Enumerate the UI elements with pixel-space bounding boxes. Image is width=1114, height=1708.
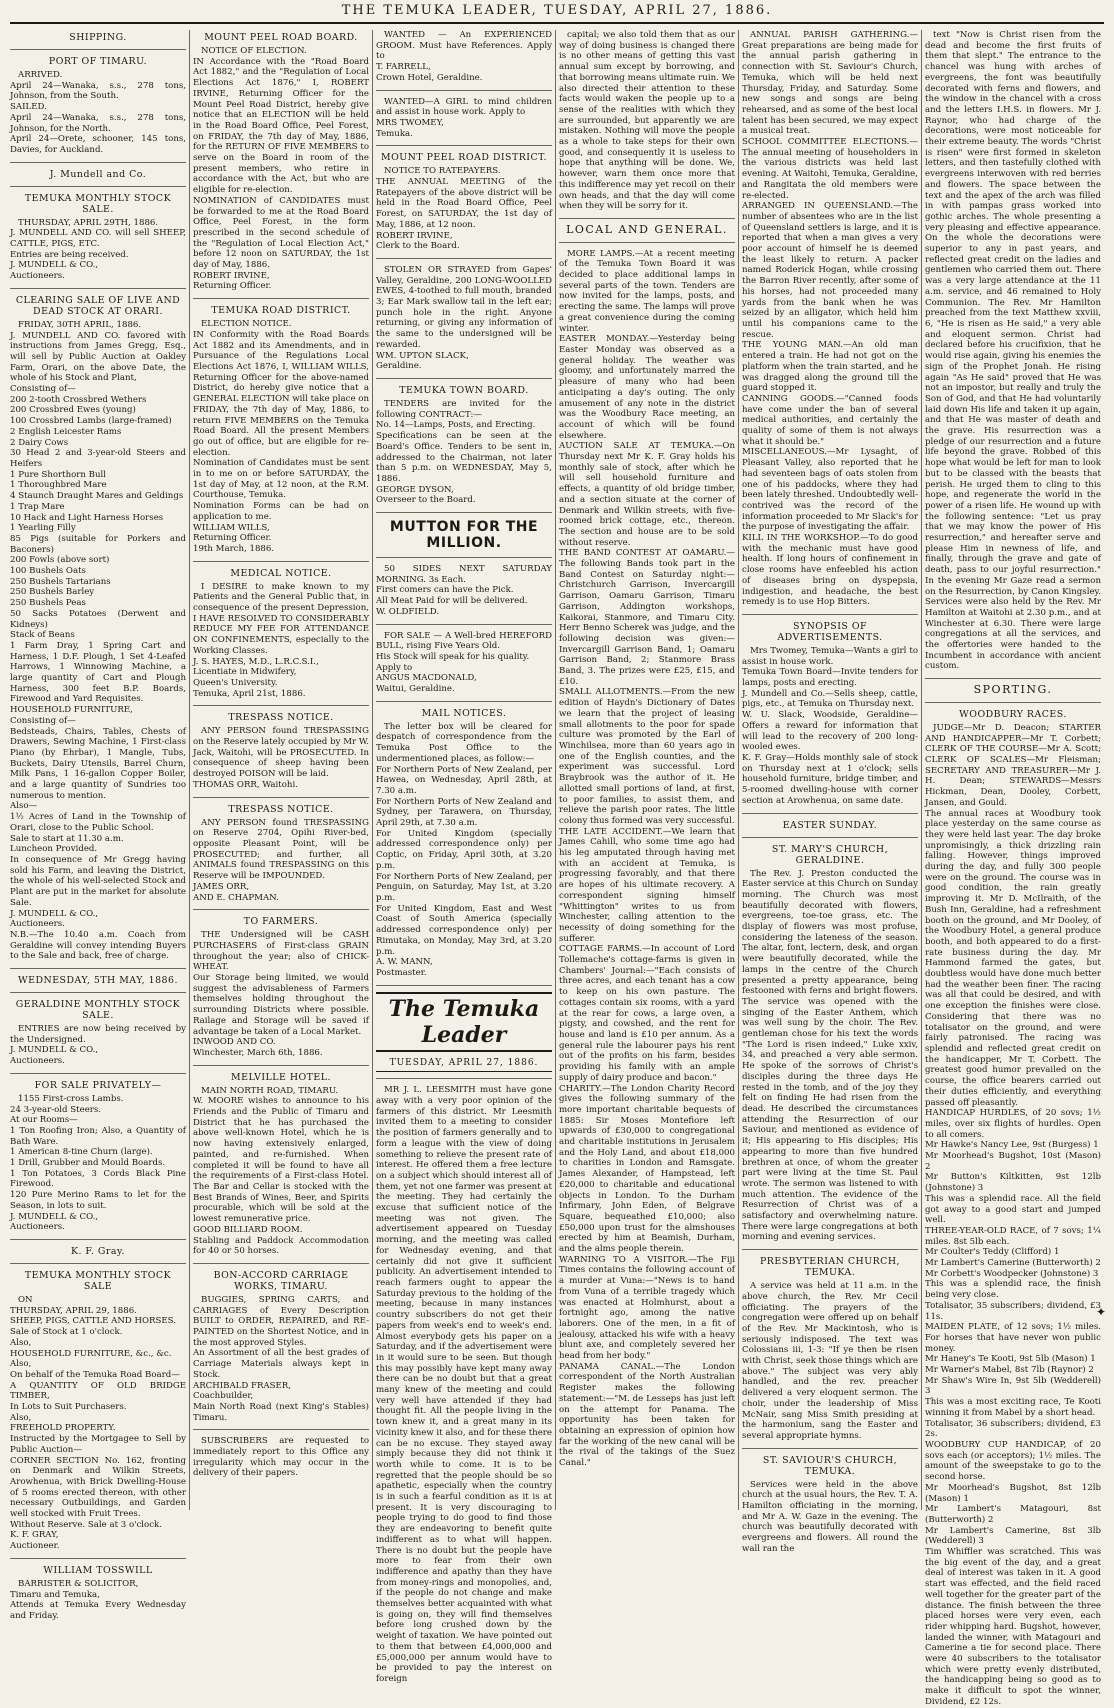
- article: [10, 1270, 186, 1552]
- article-heading: WILLIAM TOSSWILL: [43, 1564, 153, 1576]
- article-body: FRIDAY, 30TH APRIL, 1886. J. MUNDELL AND CO. favored with instructions from James Gregg, Esq., will sell by Public Auction at Oakley Farm, Orari, on the above Date, the whole of his Stock and Plant, Consisting of— 200 2-tooth Crossbred Wethers 200 Crossbred Ewes (young) 100 Crossbred Lambs (large-framed) 2 English Leicester Rams 2 Dairy Cows 30 Head 2 and 3-year-old Steers and Heifers 1 Pure Shorthorn Bull 1 Thoroughbred Mare 4 Staunch Draught Mares and Geldings 1 Trap Mare 10 Hack and Light Harness Horses 1 Yearling Filly 85 Pigs (suitable for Porkers and Baconers) 200 Fowls (above sort) 100 Bushels Oats 250 Bushels Tartarians 250 Bushels Barley 250 Bushels Peas 50 Sacks Potatoes (Derwent and Kidneys) Stack of Beans 1 Farm Dray, 1 Spring Cart and Harness, 1 D.F. Plough, 1 Set 4-Leafed Harrows, 1 Winnowing Machine, a large quantity of Cart and Plough Harness, 300 feet B.P. Boards, Firewood and Yard Requisites. HOUSEHOLD FURNITURE, Consisting of— Bedsteads, Chairs, Tables, Chests of Drawers, Sewing Machine, 1 First-class Piano (by Ehrbar), 1 Mangle, Tubs, Buckets, Dairy Utensils, Barrel Churn, Milk Pans, 1 16-gallon Copper Boiler, and a large quantity of Sundries too numerous to mention. Also— 1½ Acres of Land in the Township of Orari, close to the Public School. Sale to start at 11.30 a.m. Luncheon Provided. In consequence of Mr Gregg having sold his Farm, and leaving the District, the whole of his well-selected Stock and Plant are put in the market for absolute Sale. J. MUNDELL & CO., Auctioneers. N.B.—The 10.40 a.m. Coach from Geraldine will convey intending Buyers to the Sale and back, free of charge.: [10, 319, 186, 962]
- article-divider: [376, 512, 552, 513]
- article-divider: [10, 1239, 186, 1240]
- article-heading: K. F. Gray.: [70, 1245, 126, 1257]
- article-heading: FOR SALE PRIVATELY—: [34, 1079, 162, 1091]
- article-divider: [10, 49, 186, 50]
- article: [742, 844, 918, 1244]
- article-body: The letter box will be cleared for despatch of correspondence from the Temuka Post Office to the undermentioned places, as follow:— For Northern Ports of New Zealand, per Hawea, on Wednesday, April 28th, at 7.30 a.m. For Northern Ports of New Zealand and Sydney, per Tarawera, on Thursday, April 29th, at 7.30 a.m. For United Kingdom (specially addressed correspondence only) per Coptic, on Friday, April 30th, at 3.20 p.m. For Northern Ports of New Zealand, per Penguin, on Saturday, May 1st, at 3.20 p.m. For United Kingdom, East and West Coast of South America (specially addressed correspondence only) per Rimutaka, on Monday, May 3rd, at 3.20 p.m. A. W. MANN, Postmaster.: [376, 721, 552, 978]
- article: [742, 30, 918, 608]
- article-divider: [10, 288, 186, 289]
- article-divider: [10, 1558, 186, 1559]
- article-divider: [742, 1249, 918, 1250]
- article-body: text "Now is Christ risen from the dead and become the first fruits of them that slept." The entrance to the chancel was hung with arches of evergreens, the font was beautifully decorated with ferns and flowers, and the window in the chancel with a cross and the letters I.H.S. in flowers. Mr J. Raynor, who had charge of the decorations, were most noticeable for their extreme beauty. The words "Christ is risen" were first formed in skeleton letters, and then tastefully clothed with evergreens interwoven with red berries and flowers. The space between the text and the apex of the arch was filled in with pampas grass worked into gothic arches. The whole presenting a very pleasing and effective appearance. On the whole the decorations were superior to any in past years, and reflected great credit on the ladies and gentlemen who carried them out. There was a very large attendance at the 11 a.m. service, and 46 remained to Holy Communion. The Rev. Mr Hamilton preached from the text Matthew xxviii, 6, "He is risen as He said," a very able and eloquent sermon. Christ had declared before his crucifixion, that he would rise again, giving his enemies the sign of the Prophet Jonah. He rising again "As He said" proved that He was not an impostor, but really and truly the Son of God, and that He had voluntarily laid down His life and taken it up again, and that He was master of death and the grave. His resurrection was a pledge of our resurrection and a future life beyond the grave. Robbed of this hope what would be left for man to look but to be classed with the beasts that perish. He urged them to cling to this hope, and regenerate the world in the power of a risen life. He wound up with the following sentence: "Let us pray that we may know the power of His resurrection," and hereafter serve and please Him in newness of life, and finally, through the grave and gate of death, pass to our joyful resurrection." In the evening Mr Gaze read a sermon on the Resurrection, by Canon Kingsley. Services were also held by the Rev. Mr Hamilton at Waitohi at 2.30 p.m., and at Winchester at 6.30. There were large congregations at all the services, and the offertories were handed to the Incumbent in accordance with ancient custom.: [925, 30, 1101, 672]
- article-body: ANY PERSON found TRESPASSING on Reserve 2704, Opihi River-bed, opposite Pleasant Point, will be PROSECUTED; and further, all ANIMALS found TRESPASSING on this Reserve will be IMPOUNDED. JAMES ORR, AND E. CHAPMAN.: [193, 817, 369, 903]
- column-3: [376, 30, 552, 1684]
- article: [193, 32, 369, 292]
- article: [925, 30, 1101, 672]
- article-divider: [193, 1429, 369, 1430]
- article: [742, 621, 918, 807]
- article: [376, 519, 552, 551]
- article-body: SUBSCRIBERS are requested to immediately report to this Office any irregularity which may occur in the delivery of their papers.: [193, 1436, 369, 1479]
- article-divider: [193, 561, 369, 562]
- article: [10, 193, 186, 282]
- article: [10, 56, 186, 156]
- article-heading: TEMUKA ROAD DISTRICT.: [211, 305, 351, 317]
- article: [559, 222, 735, 236]
- article: [376, 97, 552, 140]
- article-heading: ST. SAVIOUR'S CHURCH, TEMUKA.: [762, 1454, 898, 1477]
- article-divider: [742, 1448, 918, 1449]
- article-heading: BON-ACCORD CARRIAGE WORKS, TIMARU.: [213, 1269, 349, 1292]
- editorial-dateline: TUESDAY, APRIL 27, 1886.: [376, 1058, 552, 1073]
- article-heading: SYNOPSIS OF ADVERTISEMENTS.: [777, 620, 883, 643]
- article: [193, 804, 369, 904]
- article: [376, 265, 552, 372]
- article-heading: MOUNT PEEL ROAD DISTRICT.: [380, 152, 548, 164]
- column-5: [742, 30, 918, 1554]
- article-divider: [742, 614, 918, 615]
- article-body: NOTICE OF ELECTION. IN Accordance with the "Road Board Act 1882," and the "Regulation of Local Elections Act 1876," I, ROBERT IRVINE, Returning Officer for the Mount Peel Road District, hereby give notice that an ELECTION will be held in the Road Board Office, Peel Forest, on FRIDAY, the 7th day of May, 1886, for the RETURN OF FIVE MEMBERS to serve on the Board in room of the present members, who retire in accordance with the Act, but who are eligible for re-election. NOMINATION of CANDIDATES must be forwarded to me at the Road Board Office, Peel Forest, in the form prescribed in the second schedule of the "Regulation of Local Election Act," before 12 noon on SATURDAY, the 1st day of May, 1886. ROBERT IRVINE, Returning Officer.: [193, 46, 369, 292]
- article-body: MR J. L. LEESMITH must have gone away with a very poor opinion of the farmers of this district. Mr Leesmith invited them to a meeting to consider the position of farmers generally and to form a league with the view of doing something to relieve the present rate of interest. He offered them a free lecture on a subject which should interest all of them, yet not one farmer was present at the meeting. They had certainly the excuse that sufficient notice of the meeting was not given. The advertisement appeared on Tuesday morning, and the meeting was called for Wednesday evening, and that certainly did not give it sufficient publicity. An advertisement intended to reach farmers ought to appear the Saturday previous to the holding of the meeting, because in many instances country subscribers do not get their papers from week's end to week's end. Almost everybody gets his paper on a Saturday, and if the advertisement were in it would sure to be seen. But though this may possibly have kept many away there can be no doubt but that a great many knew of the meeting and could very well have attended if they had thought fit. All the people living in the town knew it, and a great many in its vicinity knew it also, and for these there can be no excuse. They stayed away simply because they did not think it worth while to come. It is to be regretted that the people should be so apathetic, especially when the country is in such a fearful condition as it is at present. It is very discouraging to people trying to do good to find those they are endeavoring to benefit quite indifferent as to what will happen. There is no doubt but the people have more to fear from their own indifference and apathy than they have from money-rings and monopolies, and, if the people do not change and make themselves better acquainted with what is going on, they will find themselves before long crushed down by the weight of taxation. We have pointed out to them that between £4,000,000 and £5,000,000 per annum would have to be provided to pay the interest on foreign: [376, 1085, 552, 1684]
- masthead-rule: [10, 22, 1104, 24]
- article-divider: [376, 985, 552, 986]
- article-heading: CLEARING SALE OF LIVE AND DEAD STOCK AT ORARI.: [15, 294, 181, 317]
- article-body: BARRISTER & SOLICITOR, Timaru and Temuka, Attends at Temuka Every Wednesday and Friday.: [10, 1578, 186, 1621]
- article-divider: [742, 813, 918, 814]
- article-body: MORE LAMPS.—At a recent meeting of the Temuka Town Board it was decided to place additional lamps in several parts of the town. Tenders are now invited for the lamps, posts, and erecting the same. The lamps will prove a great convenience during the coming winter. EASTER MONDAY.—Yesterday being Easter Monday was observed as a general holiday. The weather was gloomy, and unfortunately marred the pleasure of many who had been anticipating a day's outing. The only amusement of any note in the district was the Woodbury Race meeting, an account of which will be found elsewhere. AUCTION SALE AT TEMUKA.—On Thursday next Mr K. F. Gray holds his monthly sale of stock, after which he will sell household furniture and effects, a quantity of old bridge timber, and a section situate at the corner of Denmark and Wilkin streets, with five-roomed brick cottage, etc., thereon. The section and house are to be sold without reserve. THE BAND CONTEST AT OAMARU.—The following Bands took part in the Band Contest on Saturday night:—Christchurch Garrison, Invercargill Garrison, Oamaru Garrison, Timaru Garrison, Addington workshops, Kaikorai, Stanmore, and Timaru City. Herr Benno Scherek was judge, and the following decision was given:—Invercargill Garrison Band, 1; Oamaru Garrison Band, 2; Stanmore Brass Band, 3. The prizes were £25, £15, and £10. SMALL ALLOTMENTS.—From the new edition of Haydn's Dictionary of Dates we learn that the project of leasing small allotments to the poor for spade culture was promoted by the Earl of Winchilsea, more than 60 years ago in one of the English counties, and the experiment was successful. Lord Braybrook was the author of it. He allotted small portions of land, at first, to poor families, to assist them, and relieve the parish poor rates. The little colony thus formed was very successful. THE LATE ACCIDENT.—We learn that James Cahill, who some time ago had his leg amputated through having met with an accident at Temuka, is progressing favorably, and that there are hopes of his ultimate recovery. A correspondent signing himself "Whittington" writes to us from Winchester, calling attention to the necessity of doing something for the sufferer. COTTAGE FARMS.—In account of Lord Tollemache's cottage-farms is given in Chambers' Journal:—"Each consists of three acres, and each tenant has a cow to keep on his own pasture. The cottages contain six rooms, with a yard at the rear for cows, a large oven, a pigsty, and cowshed, and the rent for house and land is £10 per annum. As a general rule the labourer pays his rent out of the profits on his farm, besides providing his family with an ample supply of dairy produce and bacon." CHARITY.—The London Charity Record gives the following summary of the more important charitable bequests of 1885: Sir Moses Montefiore left upwards of £30,000 to congregational and charitable institutions in Jerusalem and the Holy Land, and about £18,000 to charities in London and Ramsgate. James Alexander, of Hampstead, left £20,000 to charitable and educational objects in London. To the Durham Infirmary, John Eden, of Belgrave Square, bequeathed £10,000; also £50,000 upon trust for the almshouses erected by him at Beamish, Durham, and the alms people therein. WARNING TO A VISITOR.—The Fiji Times contains the following account of a murder at Vuna:—"News is to hand from Vuna of a terrible tragedy which was enacted at Holmhurst, about a fortnight ago, among the native laborers. One of the men, in a fit of jealousy, attacked his wife with a heavy blunt axe, and completely severed her head from her body." PANAMA CANAL.—The London correspondent of the North Australian Register makes the following statement:—"M. de Lesseps has just left on the attempt for Panama. The opportunity has been taken for obtaining an expression of opinion how far the working of the new canal will be the rival of the takings of the Suez Canal.": [559, 248, 735, 1469]
- article-divider: [376, 258, 552, 259]
- article-divider: [376, 624, 552, 625]
- article: [193, 1270, 369, 1423]
- column-4: [559, 30, 735, 1510]
- article-body: TENDERS are invited for the following CONTRACT:— No. 14—Lamps, Posts, and Erecting. Specifications can be seen at the Board's Office. Tenders to be sent in, addressed to the Chairman, not later than 5 p.m. on WEDNESDAY, May 5, 1886. GEORGE DYSON, Overseer to the Board.: [376, 398, 552, 506]
- article: [193, 568, 369, 700]
- article-heading: TEMUKA TOWN BOARD.: [399, 384, 529, 396]
- article-divider: [925, 678, 1101, 679]
- article-body: WANTED — An EXPERIENCED GROOM. Must have References. Apply to T. FARRELL, Crown Hotel, Geraldine.: [376, 30, 552, 83]
- article-body: 50 SIDES NEXT SATURDAY MORNING. 3s Each. First comers can have the Pick. All Meat Paid for will be delivered. W. OLDFIELD.: [376, 564, 552, 617]
- article-divider: [10, 1263, 186, 1264]
- article-divider: [193, 298, 369, 299]
- article-body: STOLEN OR STRAYED from Gapes' Valley, Geraldine, 200 LONG-WOOLLED EWES, 4-toothed to full mouth, branded 3; Ear Mark swallow tail in the left ear; punch hole in the right. Anyone returning, or giving any information of the same to the undersigned will be rewarded. WM. UPTON SLACK, Geraldine.: [376, 264, 552, 372]
- article-divider: [10, 162, 186, 163]
- article-body: THE Undersigned will be CASH PURCHASERS of First-class GRAIN throughout the year; also of CHICK-WHEAT. Our Storage being limited, we would suggest the advisableness of Farmers themselves holding throughout the surrounding Districts where possible. Railage and Storage will be saved if advantage be taken of a Local Market. INWOOD AND CO. Winchester, March 6th, 1886.: [193, 930, 369, 1058]
- article-body: FOR SALE — A Well-bred HEREFORD BULL, rising Five Years Old. His Stock will speak for his quality. Apply to ANGUS MACDONALD, Waitui, Geraldine.: [376, 630, 552, 695]
- article-heading: ST. MARY'S CHURCH, GERALDINE.: [771, 843, 889, 866]
- article-divider: [193, 705, 369, 706]
- article: [376, 992, 552, 1052]
- article: [10, 295, 186, 962]
- article: [559, 249, 735, 1469]
- article: [376, 385, 552, 506]
- newspaper-nameplate: The Temuka Leader: [376, 992, 552, 1052]
- article-body: 1155 First-cross Lambs. 24 3-year-old Steers. At our Rooms— 1 Ton Roofing Iron; Also, a Quantity of Bath Ware. 1 American 8-tine Churn (large). 1 Drill, Grubber and Mould Boards. 1 Ton Potatoes, 3 Cords Black Pine Firewood. 120 Pure Merino Rams to let for the Season, in lots to suit. J. MUNDELL & CO., Auctioneers.: [10, 1093, 186, 1233]
- column-rule: [555, 30, 556, 1510]
- article: [193, 1436, 369, 1479]
- article-heading: MELVILLE HOTEL.: [231, 1071, 331, 1083]
- article: [742, 820, 918, 831]
- article-heading: GERALDINE MONTHLY STOCK SALE.: [15, 999, 181, 1022]
- article-body: NOTICE TO RATEPAYERS. THE ANNUAL MEETING of the Ratepayers of the above district will be held in the Road Board Office, Peel Forest, on SATURDAY, the 1st day of May, 1886, at 12 noon. ROBERT IRVINE, Clerk to the Board.: [376, 166, 552, 252]
- article: [193, 712, 369, 790]
- article: [376, 152, 552, 252]
- article-heading: EASTER SUNDAY.: [782, 819, 878, 831]
- article-divider: [376, 90, 552, 91]
- article-body: ANY PERSON found TRESPASSING on the Reserve lately occupied by Mr W. Jack, Waitohi, will be PROSECUTED. In consequence of sheep having been destroyed POISON will be laid. THOMAS ORR, Waitohi.: [193, 726, 369, 790]
- article-body: ARRIVED. April 24—Wanaka, s.s., 278 tons, Johnson, from the South. SAILED. April 24—Wanaka, s.s., 278 tons, Johnson, for the North. April 24—Orete, schooner, 145 tons, Davies, for Auckland.: [10, 70, 186, 155]
- article-body: A service was held at 11 a.m. in the above church, the Rev. Mr Cecil officiating. The prayers of the congregation were offered up on behalf of the Rev. Mr Mackintosh, who is seriously indisposed. The text was Colossians iii, 1-3: "If ye then be risen with Christ, seek those things which are above." The subject was very ably handled, and the rev. preacher delivered a very eloquent sermon. The choir, under the leadership of Miss McNair, sang Miss Smith presiding at the harmonium, sang the Easter and several appropriate hymns.: [742, 1281, 918, 1441]
- article-divider: [376, 701, 552, 702]
- article-body: Mrs Twomey, Temuka—Wants a girl to assist in house work. Temuka Town Board—Invite tenders for lamps, posts and erecting. J. Mundell and Co.—Sells sheep, cattle, pigs, etc., at Temuka on Thursday next. W. U. Slack, Woodside, Geraldine—Offers a reward for information that will lead to the recovery of 200 long-wooled ewes. K. F. Gray—Holds monthly sale of stock on Thursday next at 1 o'clock; sells household furniture, bridge timber, and 5-roomed dwelling-house with corner section at Arowhenua, on same date.: [742, 645, 918, 806]
- article-body: ANNUAL PARISH GATHERING.—Great preparations are being made for the annual parish gathering in connection with St. Saviour's Church, Temuka, which will be held next Thursday, Friday, and Saturday. Some new songs and songs are being rehearsed, and as some of the best local talent has been secured, we may expect a musical treat. SCHOOL COMMITTEE ELECTIONS.—The annual meeting of householders in the various districts was held last evening. At Waitohi, Temuka, Geraldine, and Rangitata the old members were re-elected. ARRANGED IN QUEENSLAND.—The number of absentees who are in the list of Queensland settlers is large, and it is reported that when a man gives a very poor account of himself he is deemed the least likely to return. A packer named Roderick Hogan, while crossing the Barron River recently, after some of his horses, had not proceeded many yards from the bank when he was seized by an alligator, which held him until his companions came to the rescue. THE YOUNG MAN.—An old man entered a train. He had not got on the platform when the train started, and he was dragged along the ground till the guard stopped it. CANNING GOODS.—"Canned foods have come under the ban of several medical authorities, and certainly the quality of some of them is not always what it should be." MISCELLANEOUS.—Mr Lysaght, of Pleasant Valley, also reported that he had seventeen bags of oats stolen from one of his paddocks, where they had been lately threshed. Undoubtedly well-contrived was the record of the information proceeded to Mr Slack's for the purpose of investigating the affair. KILL IN THE WORKSHOP.—To do good with the mechanic must have good health. If long hours of confinement in close rooms have enfeebled his action of diseases bring on dyspepsia, indigestion, and headache, the best remedy is to use Hop Bitters.: [742, 30, 918, 608]
- article-divider: [10, 186, 186, 187]
- article-divider: [193, 1263, 369, 1264]
- article-divider: [10, 992, 186, 993]
- article-divider: [193, 909, 369, 910]
- article-heading: PORT OF TIMARU.: [48, 56, 148, 67]
- article: [376, 30, 552, 84]
- article-heading: TO FARMERS.: [243, 916, 319, 928]
- article-heading: TRESPASS NOTICE.: [228, 712, 334, 724]
- article: [376, 631, 552, 695]
- article-heading: MAIL NOTICES.: [421, 707, 507, 719]
- article-heading: SHIPPING.: [69, 32, 127, 43]
- article-body: THURSDAY, APRIL 29TH, 1886. J. MUNDELL AND CO. will sell SHEEP, CATTLE, PIGS, ETC. Entries are being received. J. MUNDELL & CO., Auctioneers.: [10, 217, 186, 282]
- article-body: I DESIRE to make known to my Patients and the General Public that, in consequence of the present Depression, I HAVE RESOLVED TO CONSIDERABLY REDUCE MY FEE FOR ATTENDANCE ON CONFINEMENTS, especially to the Working Classes. J. S. HAYES, M.D., L.R.C.S.I., Licentiate in Midwifery, Queen's University. Temuka, April 21st, 1886.: [193, 581, 369, 699]
- article: [10, 999, 186, 1067]
- column-2: [193, 30, 369, 1510]
- article-body: ENTRIES are now being received by the Undersigned. J. MUNDELL & CO., Auctioneers.: [10, 1024, 186, 1067]
- article: [193, 916, 369, 1058]
- column-6: [925, 30, 1101, 1707]
- article: [376, 564, 552, 618]
- column-rule: [921, 30, 922, 1510]
- article: [925, 685, 1101, 696]
- article: [10, 1080, 186, 1233]
- article-body: capital; we also told them that as our way of doing business is changed there is no other means of getting this vast annual sum except by borrowing, and that borrowing means ultimate ruin. We also directed their attention to these facts would waken the people up to a sense of the realities with which they are surrounded, but apparently we are mistaken. Nothing will move the people as a whole to take steps for their own good, and consequently it is useless to hope that anything will be done. We, however, warn them once more that this indifference may yet recoil on their own heads, and that the day will come when they will be sorry for it.: [559, 30, 735, 212]
- article: [742, 1455, 918, 1555]
- article-divider: [10, 1073, 186, 1074]
- article: [10, 169, 186, 180]
- column-rule: [372, 30, 373, 1510]
- article-divider: [376, 378, 552, 379]
- article-heading: WEDNESDAY, 5TH MAY, 1886.: [18, 975, 178, 987]
- article: [193, 1072, 369, 1257]
- article: [376, 1058, 552, 1073]
- article-body: BUGGIES, SPRING CARTS, and CARRIAGES of Every Description BUILT to ORDER, REPAIRED, and RE-PAINTED on the Shortest Notice, and in the most approved Styles. An Assortment of all the best grades of Carriage Materials always kept in Stock. ARCHIBALD FRASER, Coachbuilder, Main North Road (next King's Stables) Timaru.: [193, 1294, 369, 1423]
- article: [10, 975, 186, 986]
- article: [742, 1256, 918, 1442]
- article: [559, 30, 735, 212]
- article-body: WANTED—A GIRL to mind children and assist in house work. Apply to MRS TWOMEY, Temuka.: [376, 96, 552, 139]
- article-body: MAIN NORTH ROAD, TIMARU. W. MOORE wishes to announce to his Friends and the Public of Timaru and District that he has purchased the above well-known Hotel, which he is now having extensively enlarged, painted, and re-furnished. When completed it will be found to have all the requirements of a First-class Hotel. The Bar and Cellar is stocked with the Best Brands of Wines, Beer, and Spirits procurable, which will be sold at the lowest remunerative price. GOOD BILLIARD ROOM. Stabling and Paddock Accommodation for 40 or 50 horses.: [193, 1085, 369, 1257]
- article-divider: [10, 968, 186, 969]
- article-divider: [193, 1065, 369, 1066]
- column-1: [10, 30, 186, 1621]
- article-heading: PRESBYTERIAN CHURCH, TEMUKA.: [760, 1256, 900, 1279]
- article-body: JUDGE—Mr D. Deacon; STARTER AND HANDICAPPER—Mr T. Corbett; CLERK OF THE COURSE—Mr A. Scott; CLERK OF SCALES—Mr Fleisman; SECRETARY AND TREASURER—Mr J. H. Dean; STEWARDS—Messrs Hickman, Dean, Dooley, Corbett, Jansen, and Gould. The annual races at Woodbury took place yesterday on the same course as they were held last year. The day broke unpromisingly, a thick drizzling rain falling. However, things improved during the day, and fully 300 people were on the ground. The course was in good condition, the rain greatly improving it. Mr D. McIlraith, of the Bush Inn, Geraldine, had a refreshment booth on the ground, and Mr Dooley, of the Woodbury Hotel, a general produce booth, and both appeared to do a first-rate business during the day. Mr Hammond farmed the gates, but doubtless would have done much better had the weather been finer. The racing was all that could be desired, and with one exception the finishes were close. Considering that there was no totalisator on the ground, and were fairly patronised. The racing was splendid and reflected great credit on the handicapper, Mr T. Corbett. The greatest good humor prevailed on the course, the office bearers carried out their duties efficiently, and everything passed off pleasantly. HANDICAP HURDLES, of 20 sovs; 1½ miles, over six flights of hurdles. Open to all comers. Mr Hawke's Nancy Lee, 9st (Burgess) 1 Mr Moorhead's Bugshot, 10st (Mason) 2 Mr Button's Kiltkitten, 9st 12lb (Johnstone) 3 This was a splendid race. All the field got away to a good start and jumped well. THREE-YEAR-OLD RACE, of 7 sovs; 1¼ miles. 8st 5lb each. Mr Coulter's Teddy (Clifford) 1 Mr Lambert's Camerine (Butterworth) 2 Mr Corbett's Woodpecker (Johnstone) 3 This was a splendid race, the finish being very close. Totalisator, 35 subscribers; dividend, £3 11s. MAIDEN PLATE, of 12 sovs; 1½ miles. For horses that have never won public money. Mr Haney's Te Kooti, 9st 5lb (Mason) 1 Mr Warner's Mabel, 8st 7lb (Raynor) 2 Mr Shaw's Wire In, 9st 5lb (Wedderell) 3 This was a most exciting race, Te Kooti winning it from Mabel by a short head. Totalisator, 36 subscribers; dividend, £3 2s. WOODBURY CUP HANDICAP, of 20 sovs each (or acceptors); 1½ miles. The amount of the sweepstake to go to the second horse. Mr Moorhead's Bugshot, 8st 12lb (Mason) 1 Mr Lambert's Matagouri, 8st (Butterworth) 2 Mr Lambert's Camerine, 8st 3lb (Wedderell) 3 Tim Whiffler was scratched. This was the big event of the day, and a great deal of interest was taken in it. A good start was effected, and the field raced well together for the greater part of the distance. The finish between the three placed horses were very even, each rider whipping hard. Bugshot, however, landed the winner, with Matagouri and Camerine a tie for second place. There were 40 subscribers to the totalisator which were pretty evenly distributed, the handicapping being so good as to make it difficult to spot the winner, Dividend, £2 12s.: [925, 722, 1101, 1707]
- column-rule: [738, 30, 739, 1510]
- article: [10, 1246, 186, 1257]
- article-heading: TRESPASS NOTICE.: [228, 803, 334, 815]
- margin-mark-icon: ✦: [1096, 1305, 1107, 1319]
- article: [10, 32, 186, 43]
- masthead: THE TEMUKA LEADER, TUESDAY, APRIL 27, 1886.: [341, 3, 773, 18]
- article-heading: MOUNT PEEL ROAD BOARD.: [204, 32, 358, 43]
- article-body: The Rev. J. Preston conducted the Easter service at this Church on Sunday morning. The Church was most beautifully decorated with flowers, evergreens, toe-toe grass, etc. The display of flowers was most profuse, considering the lateness of the season. The altar, font, lectern, desk, and organ were beautifully decorated, while the lamps in the centre of the Church presented a pretty appearance, being festooned with ferns and bright flowers. The service was opened with the singing of the Easter Anthem, which was well sung by the choir. The Rev. gentleman chose for his text the words "The Lord is risen indeed," Luke xxiv, 34, and preached a very able sermon. He spoke of the sorrows of Christ's disciples during the three days He rested in the tomb, and of the joy they felt on finding He had risen from the dead. He described the circumstances attending the Resurrection of our Saviour, and mentioned as evidence of it; His appearing to His disciples; His appearing to more than five hundred brethren at once, of whom the greater part were living at the time St. Paul wrote. The sermon was listened to with much attention. The evidence of the Resurrection of Christ was of a satisfactory and overwhelming nature. There were large congregations at both morning and evening services.: [742, 868, 918, 1243]
- article-divider: [742, 837, 918, 838]
- display-headline: MUTTON FOR THE MILLION.: [389, 519, 539, 552]
- article-divider: [559, 242, 735, 243]
- section-title: LOCAL AND GENERAL.: [566, 222, 728, 236]
- article-divider: [925, 702, 1101, 703]
- column-rule: [189, 30, 190, 1510]
- article-heading: TEMUKA MONTHLY STOCK SALE: [24, 1269, 172, 1292]
- article-body: ELECTION NOTICE. IN Conformity with the Road Boards Act 1882 and its Amendments, and in Pursuance of the Regulations Local Elections Act 1876, I, WILLIAM WILLS, Returning Officer for the above-named District, do hereby give notice that a GENERAL ELECTION will take place on FRIDAY, the 7th day of May, 1886, to return FIVE MEMBERS on the Temuka Road Board. All the present Members go out of office, but are eligible for re-election. Nomination of Candidates must be sent in to me on or before SATURDAY, the 1st day of May, at 12 noon, at the R.M. Courthouse, Temuka. Nomination Forms can be had on application to me. WILLIAM WILLS, Returning Officer. 19th March, 1886.: [193, 319, 369, 554]
- article-body: ON THURSDAY, APRIL 29, 1886. SHEEP, PIGS, CATTLE AND HORSES. Sale of Stock at 1 o'clock. Also, HOUSEHOLD FURNITURE, &c., &c. Also, On behalf of the Temuka Road Board— A QUANTITY OF OLD BRIDGE TIMBER, In Lots to Suit Purchasers. Also, FREEHOLD PROPERTY. Instructed by the Mortgagee to Sell by Public Auction— CORNER SECTION No. 162, fronting on Denmark and Wilkin Streets, Arowhenua, with Brick Dwelling-House of 5 rooms erected thereon, with other necessary Outbuildings, and Garden well stocked with Fruit Trees. Without Reserve. Sale at 3 o'clock. K. F. GRAY, Auctioneer.: [10, 1294, 186, 1552]
- article: [925, 709, 1101, 1708]
- article: [376, 1085, 552, 1684]
- article-body: Services were held in the above church at the usual hours, the Rev. T. A. Hamilton officiating in the morning, and Mr A. W. Gaze in the evening. The church was beautifully decorated with evergreens and flowers. All round the wall ran the: [742, 1479, 918, 1554]
- article-heading: J. Mundell and Co.: [49, 168, 147, 180]
- article-heading: WOODBURY RACES.: [959, 708, 1067, 720]
- article-heading: TEMUKA MONTHLY STOCK SALE.: [24, 192, 172, 215]
- article-divider: [376, 1078, 552, 1079]
- article-divider: [559, 218, 735, 219]
- article: [10, 1565, 186, 1622]
- article-divider: [376, 145, 552, 146]
- article-divider: [376, 557, 552, 558]
- article: [376, 708, 552, 979]
- section-title: SPORTING.: [973, 683, 1053, 697]
- article-divider: [193, 797, 369, 798]
- article: [193, 305, 369, 554]
- article-heading: MEDICAL NOTICE.: [230, 567, 332, 579]
